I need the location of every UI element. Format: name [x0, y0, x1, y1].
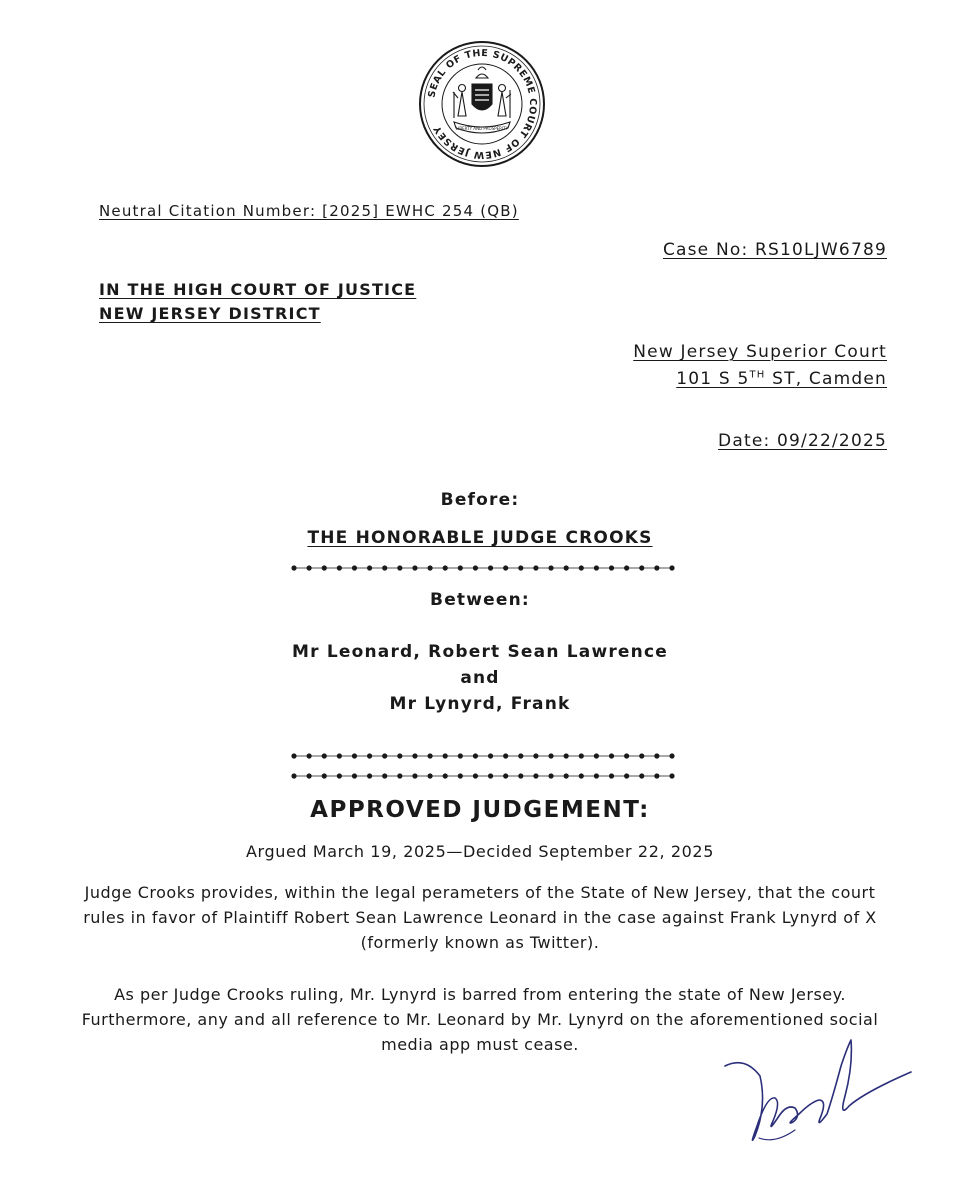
judge-name: THE HONORABLE JUDGE CROOKS: [307, 528, 653, 548]
divider-dot: [488, 773, 493, 778]
divider-dot: [367, 753, 372, 758]
court-address-line1: New Jersey Superior Court: [633, 342, 887, 362]
divider-dot: [458, 773, 463, 778]
divider-dot: [654, 753, 659, 758]
divider-dot: [291, 773, 296, 778]
divider-dot: [397, 753, 402, 758]
divider-dot: [337, 565, 342, 570]
dotted-divider-3: [290, 772, 676, 780]
divider-dot: [579, 565, 584, 570]
divider-dot: [367, 773, 372, 778]
divider-dot: [564, 565, 569, 570]
before-label: Before:: [440, 490, 520, 510]
divider-dot: [473, 753, 478, 758]
divider-dot: [322, 753, 327, 758]
divider-dot: [352, 773, 357, 778]
divider-dot: [669, 565, 674, 570]
divider-dot: [322, 773, 327, 778]
divider-dot: [669, 753, 674, 758]
court-name-line1: IN THE HIGH COURT OF JUSTICE: [99, 280, 417, 299]
divider-dot: [624, 753, 629, 758]
divider-dot: [488, 565, 493, 570]
seal-emblem: [453, 67, 511, 133]
divider-dot: [352, 565, 357, 570]
divider-dot: [594, 565, 599, 570]
address-street-prefix: 101 S 5: [676, 369, 750, 389]
divider-dot: [533, 565, 538, 570]
divider-dot: [488, 753, 493, 758]
divider-dot: [548, 773, 553, 778]
judgement-title: APPROVED JUDGEMENT:: [310, 797, 650, 823]
address-ordinal-suffix: TH: [749, 369, 766, 381]
divider-dot: [518, 565, 523, 570]
divider-dot: [307, 753, 312, 758]
divider-dot: [458, 565, 463, 570]
judgement-paragraph-2: As per Judge Crooks ruling, Mr. Lynyrd is barred from entering the state of New Jersey. Furthermore, any and all reference to Mr. Leonard by Mr. Lynyrd on the aforementioned social media app must cease.: [81, 985, 879, 1054]
divider-dot: [397, 565, 402, 570]
divider-dot: [367, 565, 372, 570]
divider-dot: [624, 565, 629, 570]
divider-dot: [382, 565, 387, 570]
court-seal: [418, 40, 546, 168]
divider-dot: [291, 565, 296, 570]
divider-dot: [503, 565, 508, 570]
between-label: Between:: [430, 590, 530, 610]
divider-dot: [443, 773, 448, 778]
judgement-paragraph-1: Judge Crooks provides, within the legal perameters of the State of New Jersey, that the court rules in favor of Plaintiff Robert Sean Lawrence Leonard in the case against Frank Lynyrd of X (formerly known as Twitter).: [83, 883, 877, 952]
divider-dot: [669, 773, 674, 778]
divider-dot: [564, 773, 569, 778]
divider-dot: [518, 773, 523, 778]
divider-dot: [533, 773, 538, 778]
court-address-line2: [676, 369, 887, 389]
divider-dot: [594, 753, 599, 758]
party-plaintiff: Mr Leonard, Robert Sean Lawrence: [292, 642, 668, 662]
divider-dot: [503, 753, 508, 758]
divider-dot: [639, 565, 644, 570]
case-number: Case No: RS10LJW6789: [662, 240, 887, 260]
divider-dot: [609, 773, 614, 778]
divider-dot: [654, 773, 659, 778]
judge-signature: [715, 1026, 915, 1156]
dotted-divider-1: [290, 564, 676, 572]
divider-dot: [654, 565, 659, 570]
party-defendant: Mr Lynyrd, Frank: [389, 694, 571, 714]
divider-dot: [412, 753, 417, 758]
divider-dot: [443, 565, 448, 570]
divider-dot: [564, 753, 569, 758]
divider-dot: [307, 565, 312, 570]
divider-dot: [624, 773, 629, 778]
divider-dot: [427, 753, 432, 758]
divider-dot: [352, 753, 357, 758]
court-name-line2: NEW JERSEY DISTRICT: [99, 304, 321, 323]
party-conjunction: and: [460, 668, 500, 688]
argued-decided-dates: Argued March 19, 2025—Decided September 22, 2025: [246, 842, 714, 861]
divider-dot: [337, 773, 342, 778]
divider-dot: [609, 753, 614, 758]
divider-dot: [322, 565, 327, 570]
seal-ring-text: SEAL OF THE SUPREME COURT OF NEW JERSEY: [426, 47, 539, 161]
divider-dot: [412, 773, 417, 778]
divider-dot: [548, 565, 553, 570]
divider-dot: [307, 773, 312, 778]
divider-dot: [594, 773, 599, 778]
divider-dot: [427, 773, 432, 778]
dotted-divider-2: [290, 752, 676, 760]
divider-dot: [382, 753, 387, 758]
divider-dot: [291, 753, 296, 758]
seal-ribbon-text: LIBERTY AND PROSPERITY: [455, 126, 509, 131]
judgement-date: Date: 09/22/2025: [718, 431, 887, 451]
divider-dot: [412, 565, 417, 570]
address-street-suffix: ST, Camden: [765, 369, 887, 389]
divider-dot: [518, 753, 523, 758]
divider-dot: [579, 773, 584, 778]
divider-dot: [548, 753, 553, 758]
divider-dot: [427, 565, 432, 570]
divider-dot: [639, 753, 644, 758]
divider-dot: [382, 773, 387, 778]
divider-dot: [473, 565, 478, 570]
divider-dot: [473, 773, 478, 778]
divider-dot: [397, 773, 402, 778]
divider-dot: [458, 753, 463, 758]
divider-dot: [639, 773, 644, 778]
divider-dot: [503, 773, 508, 778]
divider-dot: [579, 753, 584, 758]
divider-dot: [337, 753, 342, 758]
divider-dot: [443, 753, 448, 758]
neutral-citation: Neutral Citation Number: [2025] EWHC 254 (QB): [99, 202, 519, 220]
divider-dot: [533, 753, 538, 758]
divider-dot: [609, 565, 614, 570]
